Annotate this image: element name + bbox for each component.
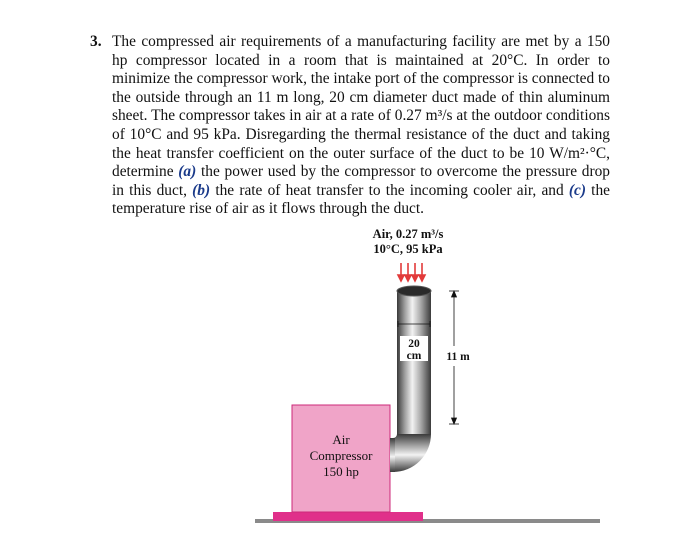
part-a-text: the power used by the compressor to overcome the pressure drop in this duct, xyxy=(112,163,610,199)
part-a-label: (a) xyxy=(178,163,197,181)
diameter-unit: cm xyxy=(406,350,422,362)
duct-vertical xyxy=(397,291,431,434)
air-inlet-label-line1: Air, 0.27 m³/s xyxy=(372,227,444,241)
part-c-label: (c) xyxy=(568,181,586,199)
problem-text: The compressed air requirements of a manufacturing facility are met by a 150 hp compressor located in a room that is maintained at 20°C. In order to minimize the compressor work, the intake port of the compressor is connected to the outside through an 11 m long, 20 cm diameter duct made of thin aluminum sheet. The compressor takes in air at a rate of 0.27 m³/s at the outdoor conditions of 10°C and 95 kPa. Disregarding the thermal resistance of the duct and taking the heat transfer coefficient on the outer surface of the duct to be 10 W/m²·°C, determine xyxy=(112,33,610,181)
inflow-arrows xyxy=(398,263,425,281)
duct-opening xyxy=(397,286,431,296)
compressor-base xyxy=(273,512,423,521)
part-c-text: the temperature rise of air as it flows through the duct. xyxy=(112,181,610,218)
air-inlet-label-line2: 10°C, 95 kPa xyxy=(373,242,443,256)
duct-bend xyxy=(393,434,431,472)
problem-number: 3. xyxy=(90,33,102,50)
diameter-value: 20 xyxy=(408,338,420,350)
part-b-text: the rate of heat transfer to the incoming cooler air, and xyxy=(215,181,564,199)
length-label: 11 m xyxy=(446,351,470,363)
duct-horizontal xyxy=(390,438,395,472)
part-b-label: (b) xyxy=(192,181,211,199)
compressor-label-line2: Compressor xyxy=(309,448,373,463)
compressor-label-line1: Air xyxy=(332,432,350,447)
compressor-label-line3: 150 hp xyxy=(323,464,359,479)
